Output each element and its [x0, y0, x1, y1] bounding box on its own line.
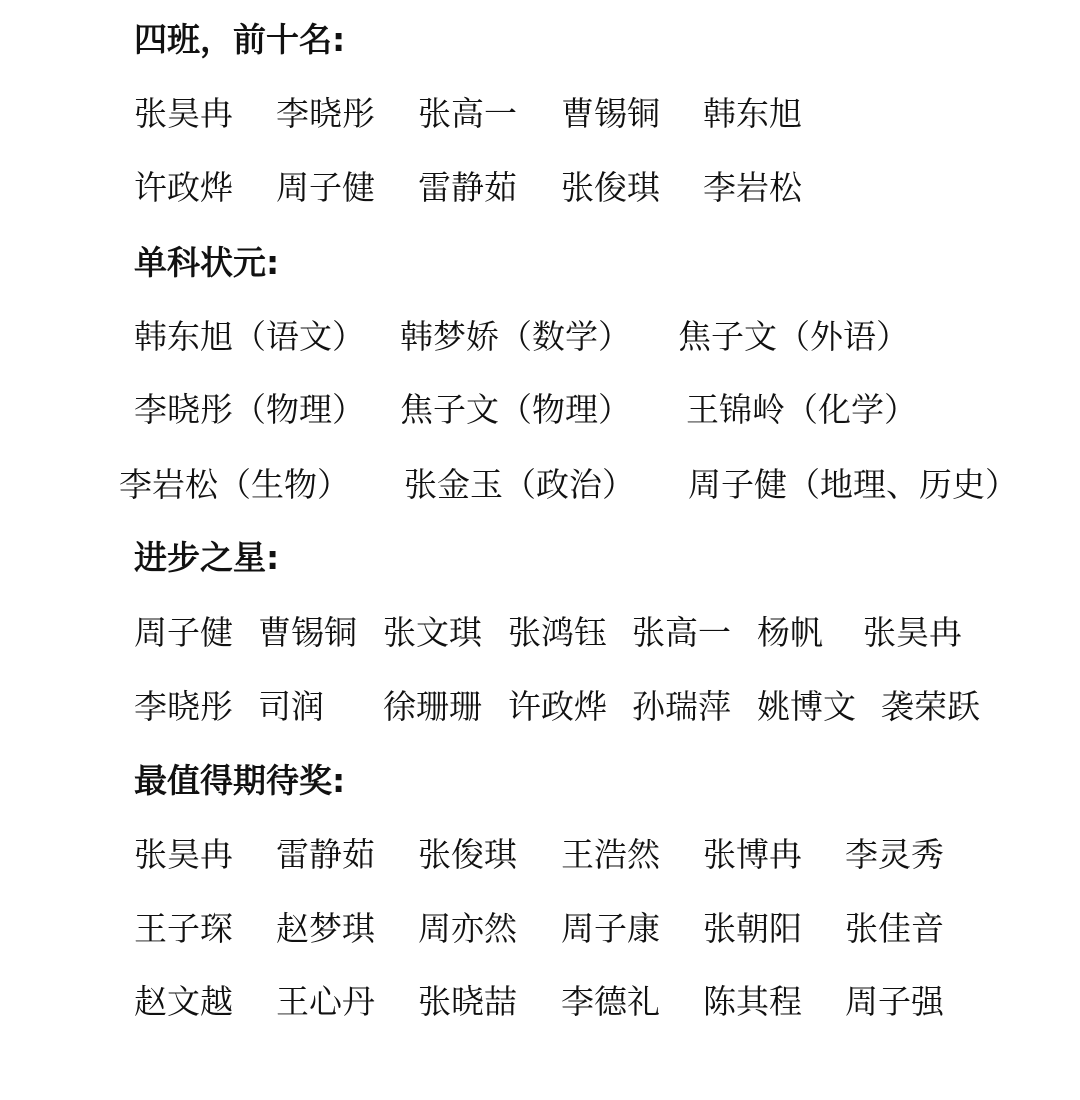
- list-item: 李灵秀: [845, 835, 944, 874]
- list-item: 赵文越: [134, 982, 233, 1021]
- most-promising-row-1: [0, 835, 1080, 875]
- most-promising-row-3: [0, 982, 1080, 1022]
- list-item: 孙瑞萍: [632, 687, 731, 726]
- list-item: 张俊琪: [561, 168, 660, 207]
- list-item: 张博冉: [703, 835, 802, 874]
- list-item: 姚博文: [757, 687, 856, 726]
- list-item: 张佳音: [845, 909, 944, 948]
- list-item: 许政烨: [508, 687, 607, 726]
- list-item: 周亦然: [418, 909, 517, 948]
- list-item: 韩东旭: [703, 94, 802, 133]
- list-item: 张鸿钰: [508, 613, 607, 652]
- list-item: 周子健: [276, 168, 375, 207]
- list-item: 雷静茹: [418, 168, 517, 207]
- list-item: 李晓彤: [276, 94, 375, 133]
- list-item: 许政烨: [134, 168, 233, 207]
- list-item: 周子强: [845, 982, 944, 1021]
- list-item: 王浩然: [561, 835, 660, 874]
- subject-champions-row-3: [0, 465, 1080, 505]
- list-item: 王心丹: [276, 982, 375, 1021]
- list-item: 李晓彤: [134, 687, 233, 726]
- list-item: 袭荣跃: [881, 687, 980, 726]
- section-title-subject-champions: 单科状元:: [134, 243, 280, 282]
- list-item: 杨帆: [757, 613, 823, 652]
- subject-champions-row-1: [0, 317, 1080, 357]
- section-title-most-promising: 最值得期待奖:: [134, 761, 346, 800]
- list-item: 王子琛: [134, 909, 233, 948]
- list-item: 张朝阳: [703, 909, 802, 948]
- list-item: 张昊冉: [134, 835, 233, 874]
- list-item: 周子健（地理、历史）: [688, 465, 1018, 504]
- list-item: 王锦岭（化学）: [686, 390, 917, 429]
- list-item: 赵梦琪: [276, 909, 375, 948]
- list-item: 司润: [258, 687, 324, 726]
- top-ten-row-1: [0, 94, 1080, 134]
- list-item: 韩梦娇（数学）: [400, 317, 631, 356]
- section-title-progress-stars: 进步之星:: [134, 538, 280, 577]
- list-item: 李岩松（生物）: [119, 465, 350, 504]
- list-item: 张昊冉: [134, 94, 233, 133]
- section-title-top-ten: 四班，前十名:: [134, 20, 346, 59]
- list-item: 张高一: [418, 94, 517, 133]
- list-item: 张俊琪: [418, 835, 517, 874]
- top-ten-row-2: [0, 168, 1080, 208]
- list-item: 周子康: [561, 909, 660, 948]
- list-item: 雷静茹: [276, 835, 375, 874]
- subject-champions-row-2: [0, 390, 1080, 430]
- progress-stars-row-2: [0, 687, 1080, 727]
- list-item: 曹锡铜: [258, 613, 357, 652]
- most-promising-row-2: [0, 909, 1080, 949]
- list-item: 徐珊珊: [383, 687, 482, 726]
- list-item: 张昊冉: [863, 613, 962, 652]
- list-item: 周子健: [134, 613, 233, 652]
- list-item: 陈其程: [703, 982, 802, 1021]
- list-item: 张金玉（政治）: [404, 465, 635, 504]
- list-item: 李晓彤（物理）: [134, 390, 365, 429]
- list-item: 焦子文（外语）: [678, 317, 909, 356]
- list-item: 张高一: [632, 613, 731, 652]
- list-item: 焦子文（物理）: [400, 390, 631, 429]
- list-item: 韩东旭（语文）: [134, 317, 365, 356]
- list-item: 张晓喆: [418, 982, 517, 1021]
- list-item: 曹锡铜: [561, 94, 660, 133]
- progress-stars-row-1: [0, 613, 1080, 653]
- list-item: 张文琪: [383, 613, 482, 652]
- list-item: 李德礼: [561, 982, 660, 1021]
- list-item: 李岩松: [703, 168, 802, 207]
